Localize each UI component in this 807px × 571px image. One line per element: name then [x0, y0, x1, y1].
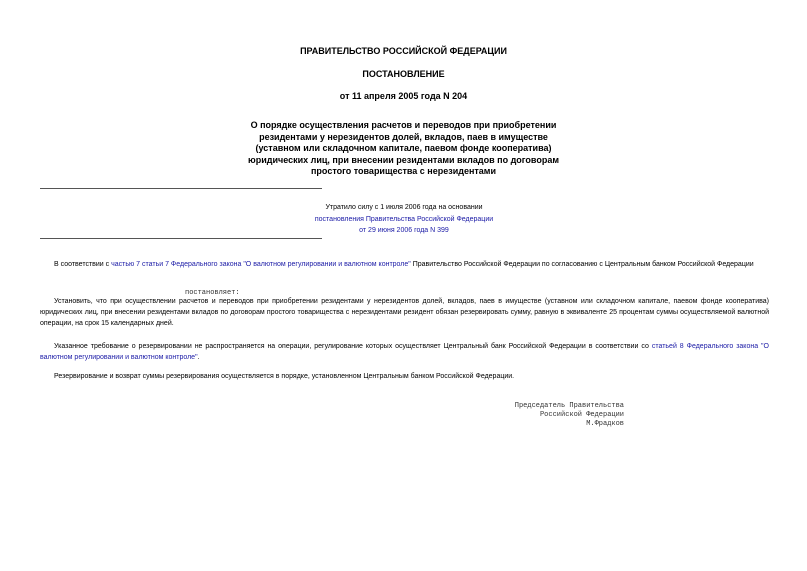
divider-bottom: [40, 238, 322, 239]
paragraph-reservation-rule: Установить, что при осуществлении расчетов и переводов при приобретении резидентами у нерезидентов долей, вкладов, паев в имуществе (уставном или складочном капитале, паевом фонде кооператива) юридических лиц, при внесении резидентами вкладов по договорам простого товарищества с нерезидентами резидент обязан резервировать сумму, равную в эквиваленте 25 процентам суммы осуществляемой валютной операции, на срок 15 календарных дней.: [40, 298, 769, 327]
date-number-heading: от 11 апреля 2005 года N 204: [339, 91, 468, 101]
law-article-7-link[interactable]: частью 7 статьи 7 Федерального закона "О валютном регулировании и валютном контроле": [111, 261, 411, 268]
signature-block: [515, 402, 624, 429]
exemption-text-end: .: [197, 354, 200, 361]
preamble-text-end: Правительство Российской Федерации по согласованию с Центральным банком Российской Федерации: [410, 261, 754, 268]
resolves-label: постановляет:: [185, 289, 240, 297]
preamble-text-start: В соответствии с: [54, 261, 112, 268]
law-article-8-link[interactable]: статьей 8 Федерального закона "О валютном регулировании и валютном контроле": [40, 343, 769, 361]
signature-name: М.Фрадков: [586, 420, 624, 428]
signature-position: Председатель Правительства: [514, 402, 624, 410]
document-title: [0, 120, 807, 178]
title-line: (уставном или складочном капитале, паевом фонде кооператива): [255, 143, 552, 153]
validity-note-text: Утратило силу с 1 июля 2006 года на основании: [325, 204, 483, 211]
signature-body: Российской Федерации: [539, 411, 624, 419]
exemption-text-start: Указанное требование о резервировании не распространяется на операции, регулирование которых осуществляет Центральный банк Российской Федерации в соответствии со: [54, 343, 652, 350]
paragraph-preamble: [40, 259, 769, 270]
paragraph-exemption: [40, 341, 769, 363]
title-line: простого товарищества с нерезидентами: [311, 166, 496, 176]
repeal-decree-date-link[interactable]: от 29 июня 2006 года N 399: [359, 227, 449, 234]
title-line: О порядке осуществления расчетов и переводов при приобретении: [250, 120, 557, 130]
repeal-decree-link[interactable]: постановления Правительства Российской Федерации: [314, 215, 494, 223]
paragraph-procedure: Резервирование и возврат суммы резервирования осуществляется в порядке, установленном Центральным банком Российской Федерации.: [54, 373, 515, 380]
title-line: юридических лиц, при внесении резидентами вкладов по договорам: [248, 154, 559, 165]
validity-note: [282, 202, 526, 237]
government-heading: ПРАВИТЕЛЬСТВО РОССИЙСКОЙ ФЕДЕРАЦИИ: [300, 46, 507, 56]
divider-top: [40, 188, 322, 189]
title-line: резидентами у нерезидентов долей, вкладов, паев в имуществе: [259, 131, 548, 142]
document-type-heading: ПОСТАНОВЛЕНИЕ: [362, 69, 445, 79]
